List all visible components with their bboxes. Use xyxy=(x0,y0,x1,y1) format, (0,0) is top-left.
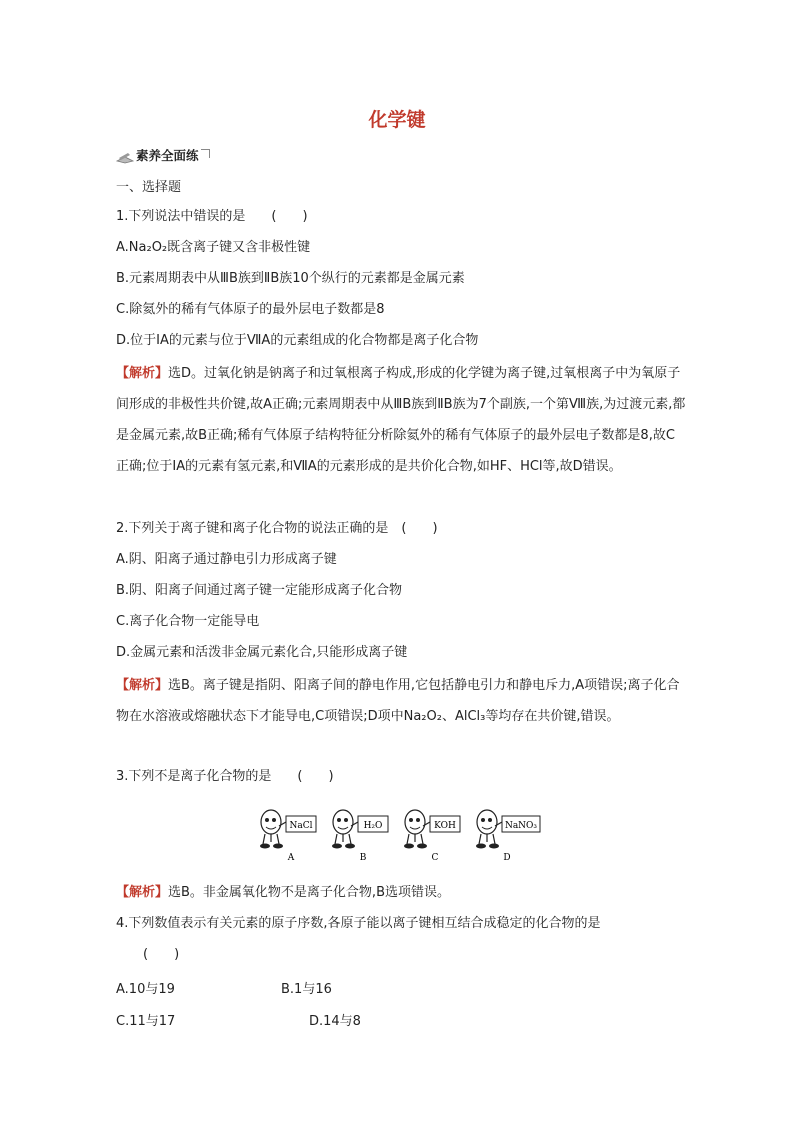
option-b: B.元素周期表中从ⅢB族到ⅡB族10个纵行的元素都是金属元素 xyxy=(116,271,465,286)
answer-text: 选B。非金属氧化物不是离子化合物,B选项错误。 xyxy=(168,885,450,900)
answer-explanation xyxy=(116,877,686,908)
cartoon-character-c xyxy=(404,810,460,863)
option-a: A.10与19 xyxy=(116,982,175,997)
option-d: D.14与8 xyxy=(309,1014,361,1029)
option-c: C.除氦外的稀有气体原子的最外层电子数都是8 xyxy=(116,302,385,317)
question-stem: 4.下列数值表示有关元素的原子序数,各原子能以离子键相互结合成稳定的化合物的是 xyxy=(116,916,601,931)
option-d: D.金属元素和活泼非金属元素化合,只能形成离子键 xyxy=(116,645,408,660)
option-c: C.11与17 xyxy=(116,1014,176,1029)
cartoon-character-a xyxy=(260,810,316,863)
option-a: A.阴、阳离子通过静电引力形成离子键 xyxy=(116,552,337,567)
badge-corner-icon xyxy=(201,149,210,158)
figure-label-b: H₂O xyxy=(363,821,383,831)
cartoon-figure xyxy=(258,808,548,864)
figure-letter-d: D xyxy=(503,853,511,863)
option-a: A.Na₂O₂既含离子键又含非极性键 xyxy=(116,240,311,255)
cartoon-character-d xyxy=(476,810,540,863)
cartoon-character-b xyxy=(332,810,388,863)
section-heading: 一、选择题 xyxy=(116,180,182,195)
question-paren: ( ) xyxy=(143,947,180,962)
answer-text: 选D。过氧化钠是钠离子和过氧根离子构成,形成的化学键为离子键,过氧根离子中为氧原子间形成的非极性共价键,故A正确;元素周期表中从ⅢB族到ⅡB族为7个副族,一个第Ⅷ族,为过渡元素,都是金属元素,故B正确;稀有气体原子结构特征分析除氦外的稀有气体原子的最外层电子数都是8,故C正确;位于ⅠA的元素有氢元素,和ⅦA的元素形成的是共价化合物,如HF、HCl等,故D错误。 xyxy=(116,366,686,474)
option-b: B.1与16 xyxy=(281,982,332,997)
question-stem: 3.下列不是离子化合物的是 ( ) xyxy=(116,769,334,784)
option-c: C.离子化合物一定能导电 xyxy=(116,614,260,629)
figure-letter-c: C xyxy=(431,853,439,863)
figure-letter-a: A xyxy=(287,853,295,863)
answer-explanation xyxy=(116,670,686,732)
answer-tag: 【解析】 xyxy=(116,366,169,381)
pencil-book-icon xyxy=(116,149,134,161)
option-b: B.阴、阳离子间通过离子键一定能形成离子化合物 xyxy=(116,583,403,598)
section-badge-label: 素养全面练 xyxy=(136,148,199,163)
question-stem: 1.下列说法中错误的是 ( ) xyxy=(116,209,308,224)
figure-label-a: NaCl xyxy=(289,821,313,831)
option-d: D.位于ⅠA的元素与位于ⅦA的元素组成的化合物都是离子化合物 xyxy=(116,333,479,348)
answer-explanation xyxy=(116,358,686,482)
answer-text: 选B。离子键是指阴、阳离子间的静电作用,它包括静电引力和静电斥力,A项错误;离子化合物在水溶液或熔融状态下才能导电,C项错误;D项中Na₂O₂、AlCl₃等均存在共价键,错误。 xyxy=(116,678,680,724)
question-stem: 2.下列关于离子键和离子化合物的说法正确的是 ( ) xyxy=(116,521,438,536)
figure-label-c: KOH xyxy=(434,821,456,831)
answer-tag: 【解析】 xyxy=(116,885,169,900)
page-title: 化学键 xyxy=(368,109,426,131)
section-badge xyxy=(116,146,210,164)
answer-tag: 【解析】 xyxy=(116,678,169,693)
figure-label-d: NaNO₃ xyxy=(504,821,538,831)
figure-letter-b: B xyxy=(359,853,367,863)
